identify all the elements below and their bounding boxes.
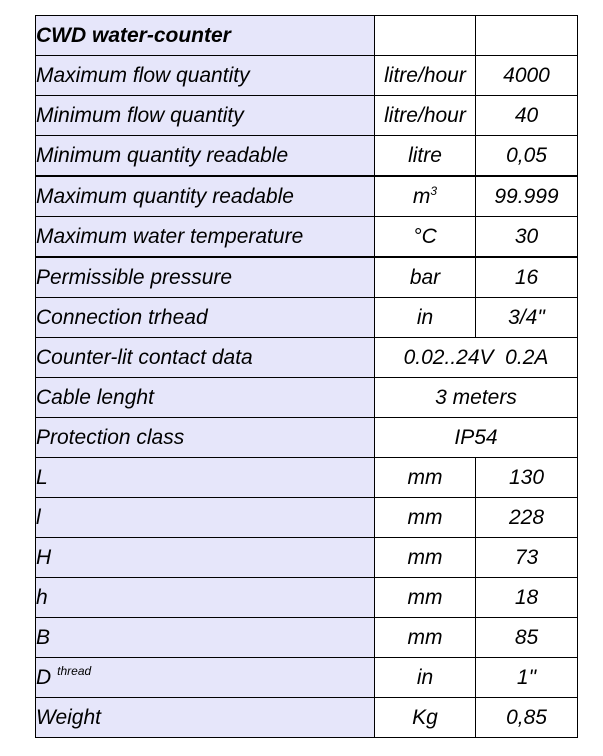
row-value: 1"	[476, 658, 578, 698]
row-unit: mm	[375, 538, 476, 578]
row-unit	[375, 176, 476, 217]
table-row	[36, 458, 578, 498]
row-value: 40	[476, 96, 578, 136]
row-span-value: 3 meters	[375, 378, 578, 418]
table-row	[36, 418, 578, 458]
row-value: 4000	[476, 56, 578, 96]
row-label: Weight	[36, 698, 375, 738]
table-row	[36, 257, 578, 298]
title-blank-unit	[375, 16, 476, 56]
title-row	[36, 16, 578, 56]
row-value: 30	[476, 217, 578, 258]
table-row	[36, 378, 578, 418]
row-span-value: 0.02..24V 0.2A	[375, 338, 578, 378]
row-label: h	[36, 578, 375, 618]
row-label: Cable lenght	[36, 378, 375, 418]
table-row	[36, 538, 578, 578]
row-label	[36, 658, 375, 698]
row-label: Minimum flow quantity	[36, 96, 375, 136]
row-label: Protection class	[36, 418, 375, 458]
row-label: Connection trhead	[36, 298, 375, 338]
row-unit: litre/hour	[375, 96, 476, 136]
row-unit: °C	[375, 217, 476, 258]
row-label: H	[36, 538, 375, 578]
table-row	[36, 176, 578, 217]
row-label: L	[36, 458, 375, 498]
row-label: Maximum flow quantity	[36, 56, 375, 96]
row-label: Permissible pressure	[36, 257, 375, 298]
table-row	[36, 578, 578, 618]
row-unit: in	[375, 298, 476, 338]
row-unit: litre	[375, 136, 476, 177]
row-label: Maximum water temperature	[36, 217, 375, 258]
table-row	[36, 338, 578, 378]
row-value: 228	[476, 498, 578, 538]
row-unit: mm	[375, 458, 476, 498]
row-unit: litre/hour	[375, 56, 476, 96]
row-unit: bar	[375, 257, 476, 298]
row-value: 85	[476, 618, 578, 658]
row-value: 130	[476, 458, 578, 498]
table-row	[36, 96, 578, 136]
row-label: l	[36, 498, 375, 538]
row-label: Minimum quantity readable	[36, 136, 375, 177]
label-base: D	[36, 665, 52, 689]
row-value: 0,05	[476, 136, 578, 177]
table-row	[36, 698, 578, 738]
row-value: 0,85	[476, 698, 578, 738]
table-row	[36, 658, 578, 698]
row-value: 18	[476, 578, 578, 618]
table-row	[36, 618, 578, 658]
row-value: 16	[476, 257, 578, 298]
row-value: 99.999	[476, 176, 578, 217]
table-title: CWD water-counter	[36, 16, 375, 56]
table-row	[36, 136, 578, 177]
row-unit: in	[375, 658, 476, 698]
label-superscript: thread	[57, 663, 92, 678]
table-row	[36, 56, 578, 96]
row-label: Maximum quantity readable	[36, 176, 375, 217]
row-unit: mm	[375, 578, 476, 618]
title-blank-value	[476, 16, 578, 56]
row-value: 73	[476, 538, 578, 578]
table-row	[36, 298, 578, 338]
table-row	[36, 217, 578, 258]
row-unit: mm	[375, 498, 476, 538]
row-value: 3/4"	[476, 298, 578, 338]
row-span-value: IP54	[375, 418, 578, 458]
unit-superscript: 3	[430, 183, 438, 198]
row-label: Counter-lit contact data	[36, 338, 375, 378]
table-row	[36, 498, 578, 538]
row-unit: Kg	[375, 698, 476, 738]
row-unit: mm	[375, 618, 476, 658]
unit-base: m	[412, 184, 431, 208]
row-label: B	[36, 618, 375, 658]
spec-table	[35, 15, 578, 738]
